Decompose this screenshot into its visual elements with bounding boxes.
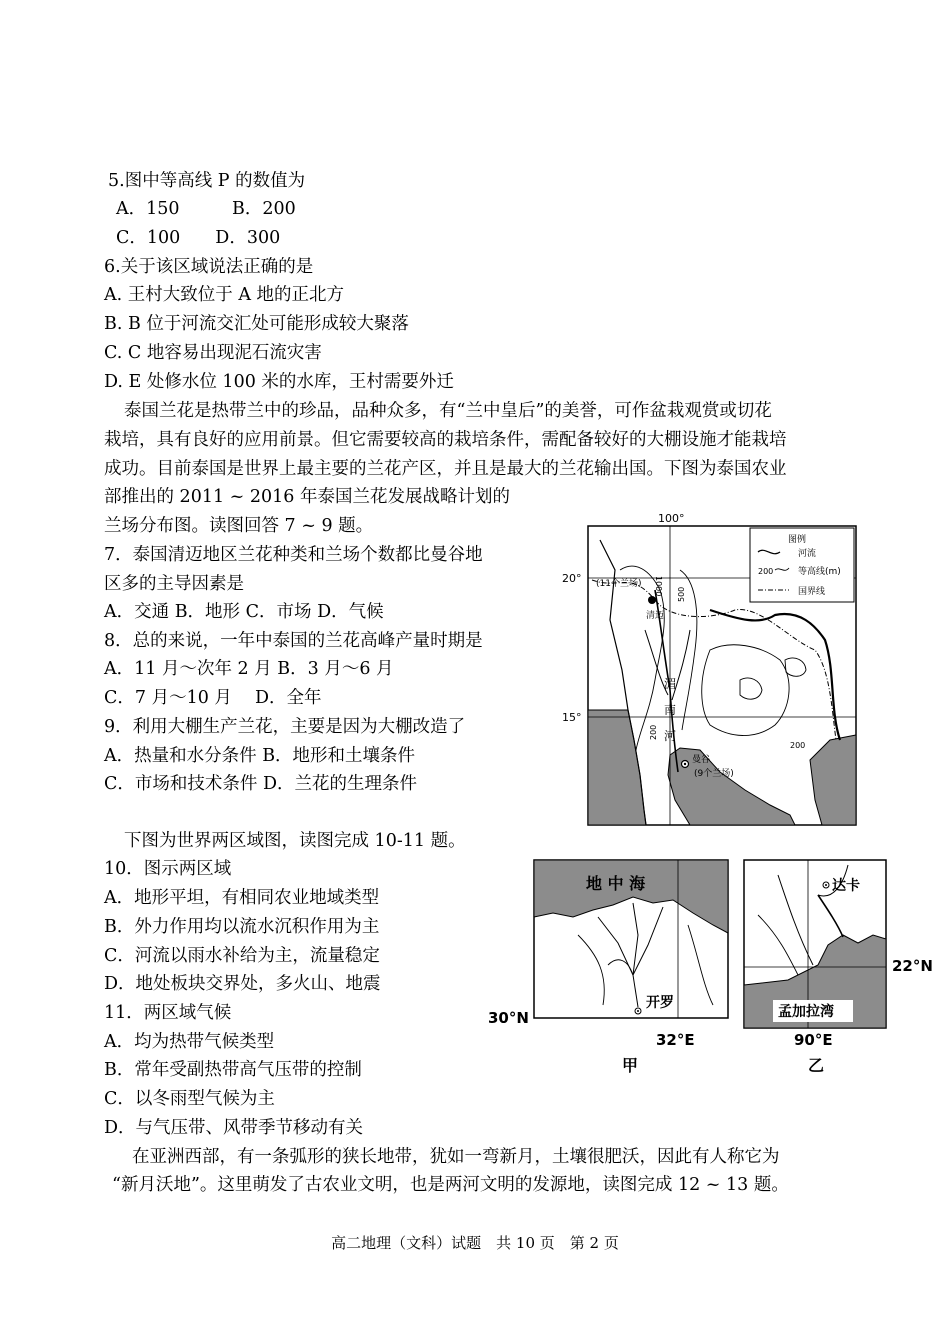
legend-contour-value: 200 [758, 567, 774, 576]
q8-options-cd: C．7 月～10 月 D．全年 [104, 688, 322, 708]
river-char-1: 湄 [664, 677, 677, 691]
q7-stem-line1: 7．泰国清迈地区兰花种类和兰场个数都比曼谷地 [104, 545, 483, 565]
q11-option-c: C．以冬雨型气候为主 [104, 1089, 275, 1109]
contour-1000: 1000 [654, 576, 663, 597]
passage-crescent-line1: 在亚洲西部，有一条弧形的狭长地带，犹如一弯新月，土壤很肥沃，因此有人称它为 [132, 1147, 780, 1167]
q6-stem: 6.关于该区域说法正确的是 [104, 257, 314, 277]
q10-option-b: B．外力作用均以流水沉积作用为主 [104, 917, 380, 937]
jia-city-label: 开罗 [646, 995, 674, 1011]
legend-border: 国界线 [798, 587, 826, 597]
lon-100-label: 100° [658, 512, 685, 525]
q9-options-ab: A．热量和水分条件 B．地形和土壤条件 [104, 746, 416, 766]
chiangmai-label: 清迈 [646, 611, 665, 621]
page-footer: 高二地理（文科）试题 共 10 页 第 2 页 [331, 1234, 619, 1252]
q6-option-d: D. E 处修水位 100 米的水库，王村需要外迁 [104, 372, 454, 392]
legend-title: 图例 [788, 535, 807, 545]
q6-option-a: A. 王村大致位于 A 地的正北方 [104, 285, 345, 305]
q5-options-cd: C．100 D．300 [116, 228, 281, 248]
chiangmai-farms: (11个兰场) [596, 579, 642, 589]
bangkok-label: 曼谷 [692, 755, 711, 765]
passage-thai-line3: 成功。目前泰国是世界上最主要的兰花产区，并且是最大的兰花输出国。下图为泰国农业 [104, 459, 787, 479]
yi-lat-label: 22°N [892, 957, 933, 975]
jia-lon-label: 32°E [656, 1031, 695, 1049]
q11-option-d: D．与气压带、风带季节移动有关 [104, 1118, 364, 1138]
contour-200-a: 200 [649, 724, 658, 740]
q11-option-b: B．常年受副热带高气压带的控制 [104, 1060, 362, 1080]
passage-thai-line5: 兰场分布图。读图回答 7 ~ 9 题。 [104, 516, 374, 536]
passage-thai-line1: 泰国兰花是热带兰中的珍品，品种众多，有“兰中皇后”的美誉，可作盆栽观赏或切花 [124, 401, 772, 421]
yi-bay-label: 孟加拉湾 [778, 1004, 834, 1020]
jia-sea-label: 地 中 海 [586, 874, 646, 893]
yi-lon-label: 90°E [794, 1031, 833, 1049]
thailand-orchid-map [560, 510, 860, 830]
passage-thai-line4: 部推出的 2011 ~ 2016 年泰国兰花发展战略计划的 [104, 487, 510, 507]
q7-options: A．交通 B．地形 C．市场 D．气候 [104, 602, 384, 622]
lat-15-label: 15° [562, 711, 582, 724]
intro-10-11: 下图为世界两区域图，读图完成 10-11 题。 [124, 831, 466, 851]
yi-label: 乙 [808, 1056, 825, 1075]
q8-options-ab: A．11 月～次年 2 月 B．3 月～6 月 [104, 659, 394, 679]
river-char-3: 河 [664, 729, 677, 743]
q8-stem: 8．总的来说，一年中泰国的兰花高峰产量时期是 [104, 631, 483, 651]
q6-option-c: C. C 地容易出现泥石流灾害 [104, 343, 322, 363]
passage-thai-line2: 栽培，具有良好的应用前景。但它需要较高的栽培条件，需配备较好的大棚设施才能栽培 [104, 430, 787, 450]
contour-500: 500 [677, 586, 686, 602]
q6-option-b: B. B 位于河流交汇处可能形成较大聚落 [104, 314, 409, 334]
q10-option-a: A．地形平坦，有相同农业地域类型 [104, 888, 380, 908]
yi-city-label: 达卡 [832, 878, 860, 894]
river-char-2: 南 [664, 703, 677, 717]
q10-option-c: C．河流以雨水补给为主，流量稳定 [104, 946, 380, 966]
q5-stem: 5.图中等高线 P 的数值为 [108, 171, 306, 191]
lat-20-label: 20° [562, 572, 582, 585]
legend-river: 河流 [798, 549, 817, 559]
q7-stem-line2: 区多的主导因素是 [104, 574, 244, 594]
jia-label: 甲 [622, 1056, 639, 1075]
q10-option-d: D．地处板块交界处，多火山、地震 [104, 974, 381, 994]
q5-options-ab: A．150 B．200 [116, 199, 296, 219]
region-maps [488, 855, 938, 1080]
contour-200-b: 200 [790, 741, 806, 750]
bangkok-farms: (9个兰场) [694, 769, 734, 779]
q9-stem: 9．利用大棚生产兰花，主要是因为大棚改造了 [104, 717, 466, 737]
q11-stem: 11．两区域气候 [104, 1003, 232, 1023]
jia-lat-label: 30°N [488, 1009, 529, 1027]
q11-option-a: A．均为热带气候类型 [104, 1032, 275, 1052]
passage-crescent-line2: “新月沃地”。这里萌发了古农业文明，也是两河文明的发源地，读图完成 12 ~ 13 题。 [112, 1175, 789, 1195]
q10-stem: 10．图示两区域 [104, 859, 232, 879]
chiangmai-marker [648, 596, 656, 604]
legend-contour: 等高线(m) [798, 567, 841, 577]
q9-options-cd: C．市场和技术条件 D．兰花的生理条件 [104, 774, 417, 794]
